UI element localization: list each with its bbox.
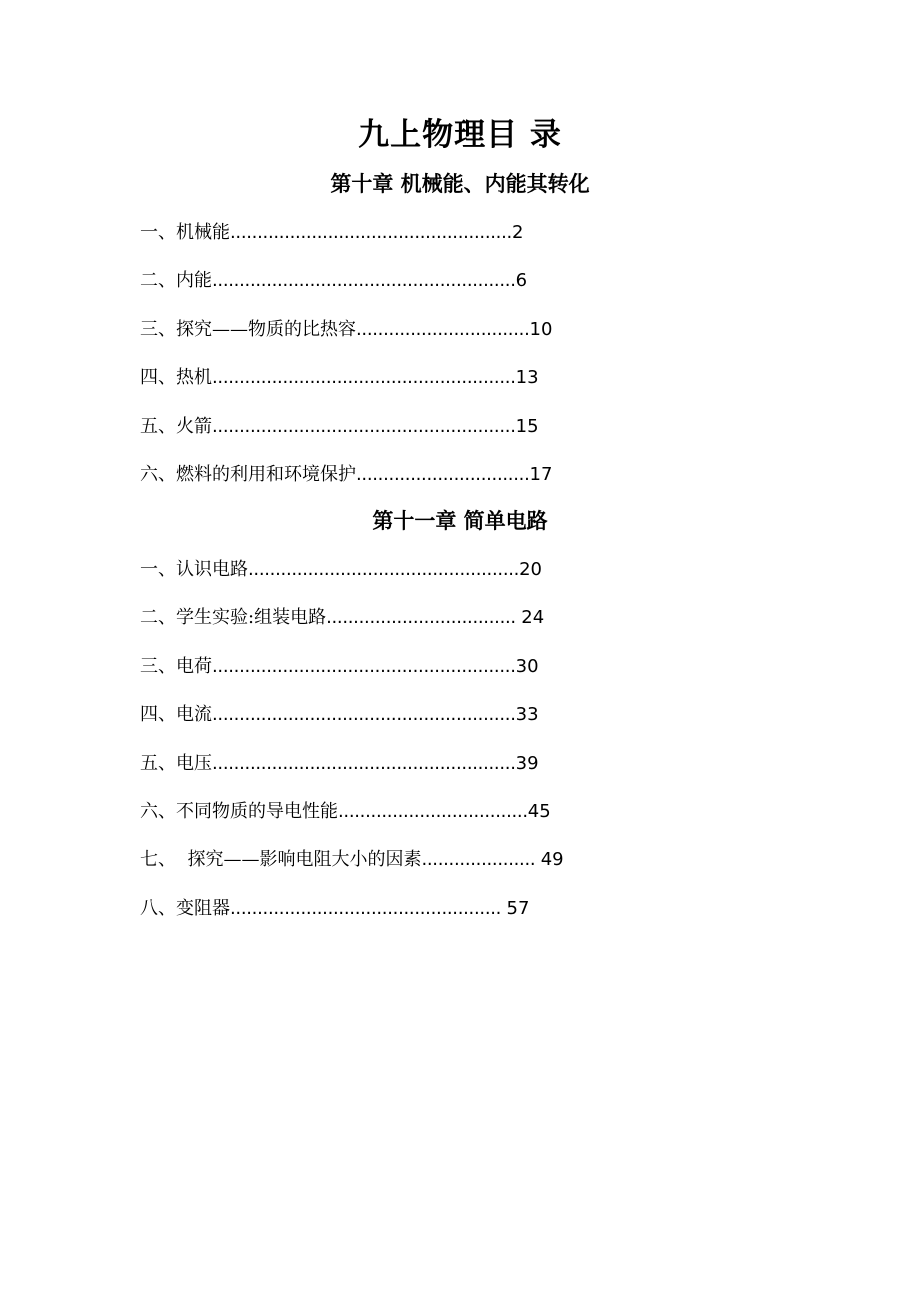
toc-entry-title: 三、电荷: [140, 655, 212, 677]
toc-page-number: 45: [527, 800, 551, 822]
toc-entry[interactable]: [140, 459, 552, 507]
chapter-title: 第十章 机械能、内能其转化: [330, 171, 590, 196]
toc-dot-leader: ........................................................: [212, 270, 516, 292]
toc-entry-title: 四、热机: [140, 367, 212, 389]
toc-entry-title: 四、电流: [140, 704, 212, 726]
toc-entry-title: 六、燃料的利用和环境保护: [140, 463, 356, 485]
toc-entry-title: 七、 探究——影响电阻大小的因素: [140, 849, 422, 871]
toc-entry-title: 八、变阻器: [140, 897, 230, 919]
toc-entry[interactable]: [140, 699, 564, 747]
toc-page-number: 17: [529, 463, 553, 485]
toc-entry-title: 二、内能: [140, 270, 212, 292]
toc-entry-title: 一、机械能: [140, 222, 230, 243]
toc-dot-leader: ...................................: [338, 800, 528, 822]
toc-page-number: 20: [519, 559, 542, 580]
toc-dot-leader: ................................: [356, 318, 530, 340]
toc-page-number: 13: [515, 367, 539, 389]
toc-dot-leader: ..................................................: [230, 897, 507, 919]
toc-dot-leader: ................................: [356, 463, 530, 485]
toc-entry[interactable]: [140, 217, 552, 265]
toc-entry-title: 五、火箭: [140, 415, 212, 437]
toc-page-number: 15: [515, 415, 539, 437]
toc-dot-leader: .....................: [421, 849, 541, 871]
toc-entry[interactable]: [140, 748, 564, 796]
toc-dot-leader: ..................................................: [248, 559, 520, 580]
chapter-toc-list: [140, 217, 552, 507]
toc-page-number: 33: [515, 704, 539, 726]
toc-dot-leader: ........................................................: [212, 367, 516, 389]
document-title: 九上物理目 录: [358, 117, 562, 153]
toc-entry[interactable]: [140, 554, 564, 602]
toc-page-number: 57: [506, 897, 530, 919]
toc-entry-title: 二、学生实验:组装电路: [140, 607, 327, 629]
toc-entry[interactable]: [140, 651, 564, 699]
toc-entry[interactable]: [140, 844, 564, 892]
toc-entry-title: 五、电压: [140, 752, 212, 774]
toc-entry[interactable]: [140, 411, 552, 459]
toc-dot-leader: ........................................................: [212, 655, 516, 677]
toc-entry[interactable]: [140, 893, 564, 941]
toc-page-number: 24: [521, 607, 545, 629]
toc-entry[interactable]: [140, 265, 552, 313]
chapter-title: 第十一章 简单电路: [372, 508, 548, 533]
toc-entry[interactable]: [140, 314, 552, 362]
toc-entry[interactable]: [140, 796, 564, 844]
toc-page-number: 30: [515, 655, 539, 677]
toc-page-number: 39: [515, 752, 539, 774]
toc-dot-leader: ........................................................: [212, 704, 516, 726]
toc-entry-title: 一、认识电路: [140, 559, 248, 580]
toc-dot-leader: ........................................................: [212, 415, 516, 437]
chapter-toc-list: [140, 554, 564, 941]
toc-dot-leader: ........................................................: [212, 752, 516, 774]
toc-page-number: 49: [540, 849, 564, 871]
toc-dot-leader: ....................................................: [230, 222, 512, 243]
toc-entry[interactable]: [140, 362, 552, 410]
toc-page-number: 6: [515, 270, 528, 292]
toc-entry[interactable]: [140, 602, 564, 650]
toc-entry-title: 六、不同物质的导电性能: [140, 800, 338, 822]
toc-page-number: 10: [529, 318, 553, 340]
toc-dot-leader: ...................................: [326, 607, 522, 629]
toc-page-number: 2: [511, 222, 524, 243]
toc-entry-title: 三、探究——物质的比热容: [140, 318, 356, 340]
